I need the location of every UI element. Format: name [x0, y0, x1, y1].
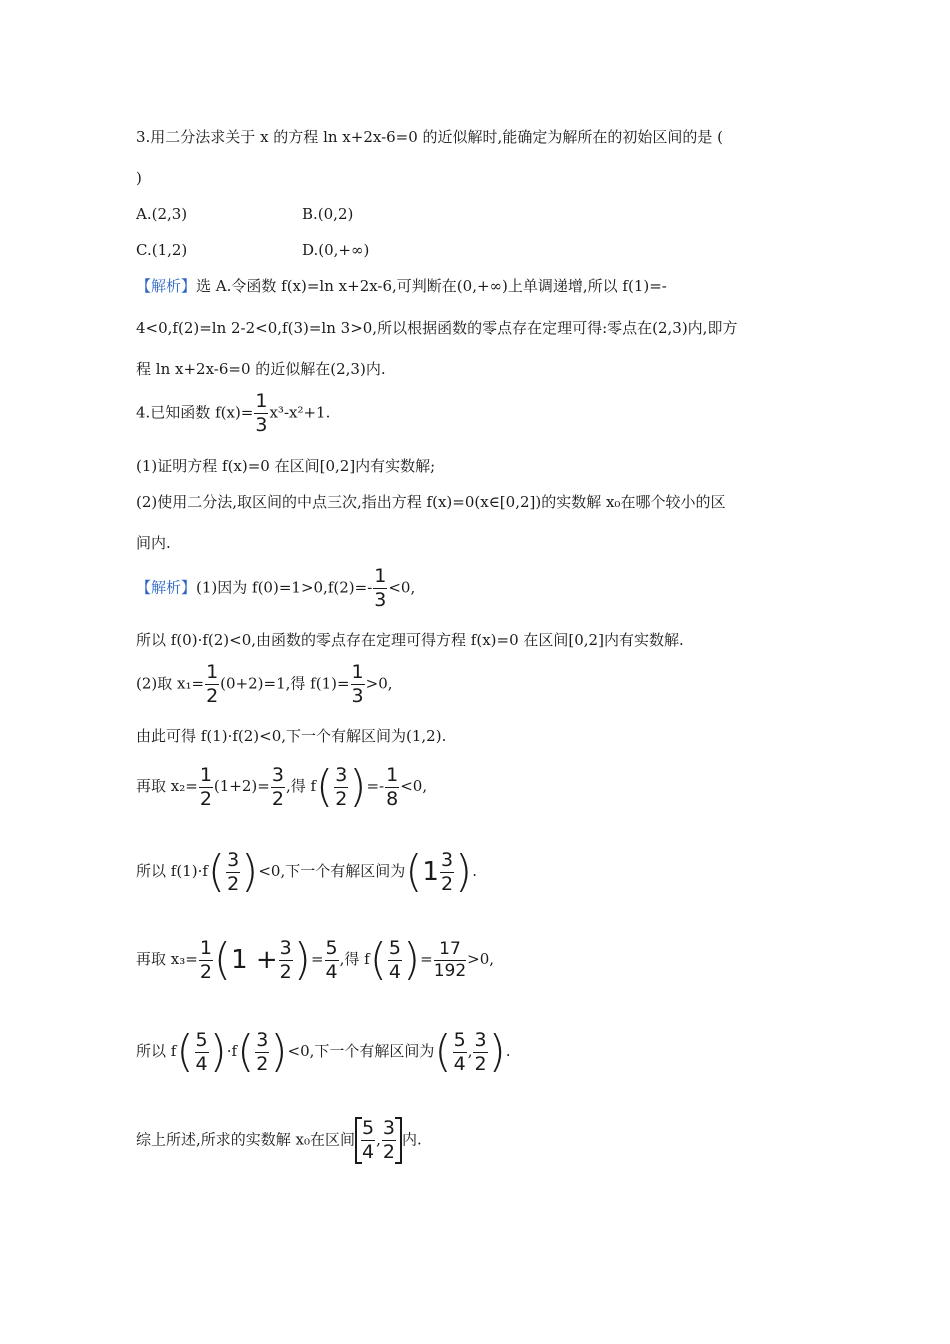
fraction: $\frac{1}{3}$ [255, 390, 268, 436]
fraction: $\frac{1}{8}$ [386, 763, 399, 810]
q4-part-2-line-2: 间内. [136, 534, 171, 552]
q4-solution-line-9: 综上所述,所求的实数解 x₀在区间 $\frac{5}{4}$ , $\frac{3}{2}$ 内. [136, 1117, 422, 1163]
q3-solution-line-1: 【解析】选 A.令函数 f(x)=ln x+2x-6,可判断在(0,+∞)上单调递增,所以 f(1)=- [136, 277, 667, 295]
q3-option-a: A.(2,3) [136, 205, 188, 223]
q4-solution-line-3: (2)取 x₁= $\frac{1}{2}$ (0+2)=1,得 f(1)= $\frac{1}{3}$ >0, [136, 661, 393, 707]
fraction: $\frac{3}{2}$ [256, 1028, 269, 1075]
q3-option-d: D.(0,+∞) [302, 241, 370, 259]
q3-stem: 3.用二分法求关于 x 的方程 ln x+2x-6=0 的近似解时,能确定为解所在的初始区间的是 ( [136, 128, 723, 146]
fraction: $\frac{3}{2}$ [474, 1028, 487, 1075]
fraction: $\frac{1}{2}$ [199, 936, 212, 983]
analysis-tag: 【解析】 [136, 578, 197, 597]
q4-solution-line-5: 再取 x₂= $\frac{1}{2}$ (1+2)= $\frac{3}{2}$ ,得 f( $\frac{3}{2}$ )=- $\frac{1}{8}$ <0, [136, 761, 428, 812]
interval-bracket: $\frac{5}{4}$ , $\frac{3}{2}$ [355, 1117, 402, 1164]
q4-solution-line-7: 再取 x₃= $\frac{1}{2}$ (1 + $\frac{3}{2}$ )= $\frac{5}{4}$ ,得 f( $\frac{5}{4}$ )= $\frac{17}{192}$ >0, [136, 934, 495, 985]
q4-solution-line-6: 所以 f(1)·f( $\frac{3}{2}$ )<0,下一个有解区间为(1 $\frac{3}{2}$ ). [136, 846, 477, 897]
fraction: $\frac{3}{2}$ [382, 1117, 395, 1163]
q3-option-b: B.(0,2) [302, 205, 354, 223]
q4-solution-line-4: 由此可得 f(1)·f(2)<0,下一个有解区间为(1,2). [136, 727, 447, 745]
fraction: $\frac{1}{3}$ [351, 661, 364, 707]
fraction: $\frac{1}{2}$ [206, 661, 219, 707]
q4-solution-line-8: 所以 f( $\frac{5}{4}$ )·f( $\frac{3}{2}$ )<0,下一个有解区间为( $\frac{5}{4}$ , $\frac{3}{2}$ ). [136, 1026, 511, 1077]
fraction: $\frac{3}{2}$ [335, 763, 348, 810]
fraction: $\frac{1}{2}$ [199, 763, 212, 810]
fraction: $\frac{5}{4}$ [362, 1117, 375, 1163]
q3-solution-line-2: 4<0,f(2)=ln 2-2<0,f(3)=ln 3>0,所以根据函数的零点存在定理可得:零点在(2,3)内,即方 [136, 319, 738, 337]
q4-stem: 4.已知函数 f(x)= $\frac{1}{3}$ x³-x²+1. [136, 390, 331, 436]
q3-solution-line-3: 程 ln x+2x-6=0 的近似解在(2,3)内. [136, 360, 386, 378]
q3-stem-end: ) [136, 169, 142, 187]
fraction: $\frac{3}{2}$ [440, 848, 454, 895]
fraction: $\frac{5}{4}$ [453, 1028, 466, 1075]
q4-part-2-line-1: (2)使用二分法,取区间的中点三次,指出方程 f(x)=0(x∈[0,2])的实数解 x₀在哪个较小的区 [136, 493, 726, 511]
fraction: $\frac{5}{4}$ [388, 936, 401, 983]
q4-part-1: (1)证明方程 f(x)=0 在区间[0,2]内有实数解; [136, 457, 436, 475]
q4-solution-line-2: 所以 f(0)·f(2)<0,由函数的零点存在定理可得方程 f(x)=0 在区间[0,2]内有实数解. [136, 631, 684, 649]
analysis-tag: 【解析】 [136, 277, 197, 295]
fraction: $\frac{5}{4}$ [195, 1028, 208, 1075]
q3-option-c: C.(1,2) [136, 241, 188, 259]
fraction: $\frac{5}{4}$ [325, 936, 338, 983]
fraction: $\frac{1}{3}$ [374, 565, 387, 611]
q4-solution-line-1: 【解析】(1)因为 f(0)=1>0,f(2)=- $\frac{1}{3}$ <0, [136, 565, 416, 611]
fraction: $\frac{3}{2}$ [279, 936, 292, 983]
fraction: $\frac{3}{2}$ [271, 763, 284, 810]
fraction: $\frac{3}{2}$ [227, 848, 240, 895]
fraction: $\frac{17}{192}$ [433, 938, 467, 981]
